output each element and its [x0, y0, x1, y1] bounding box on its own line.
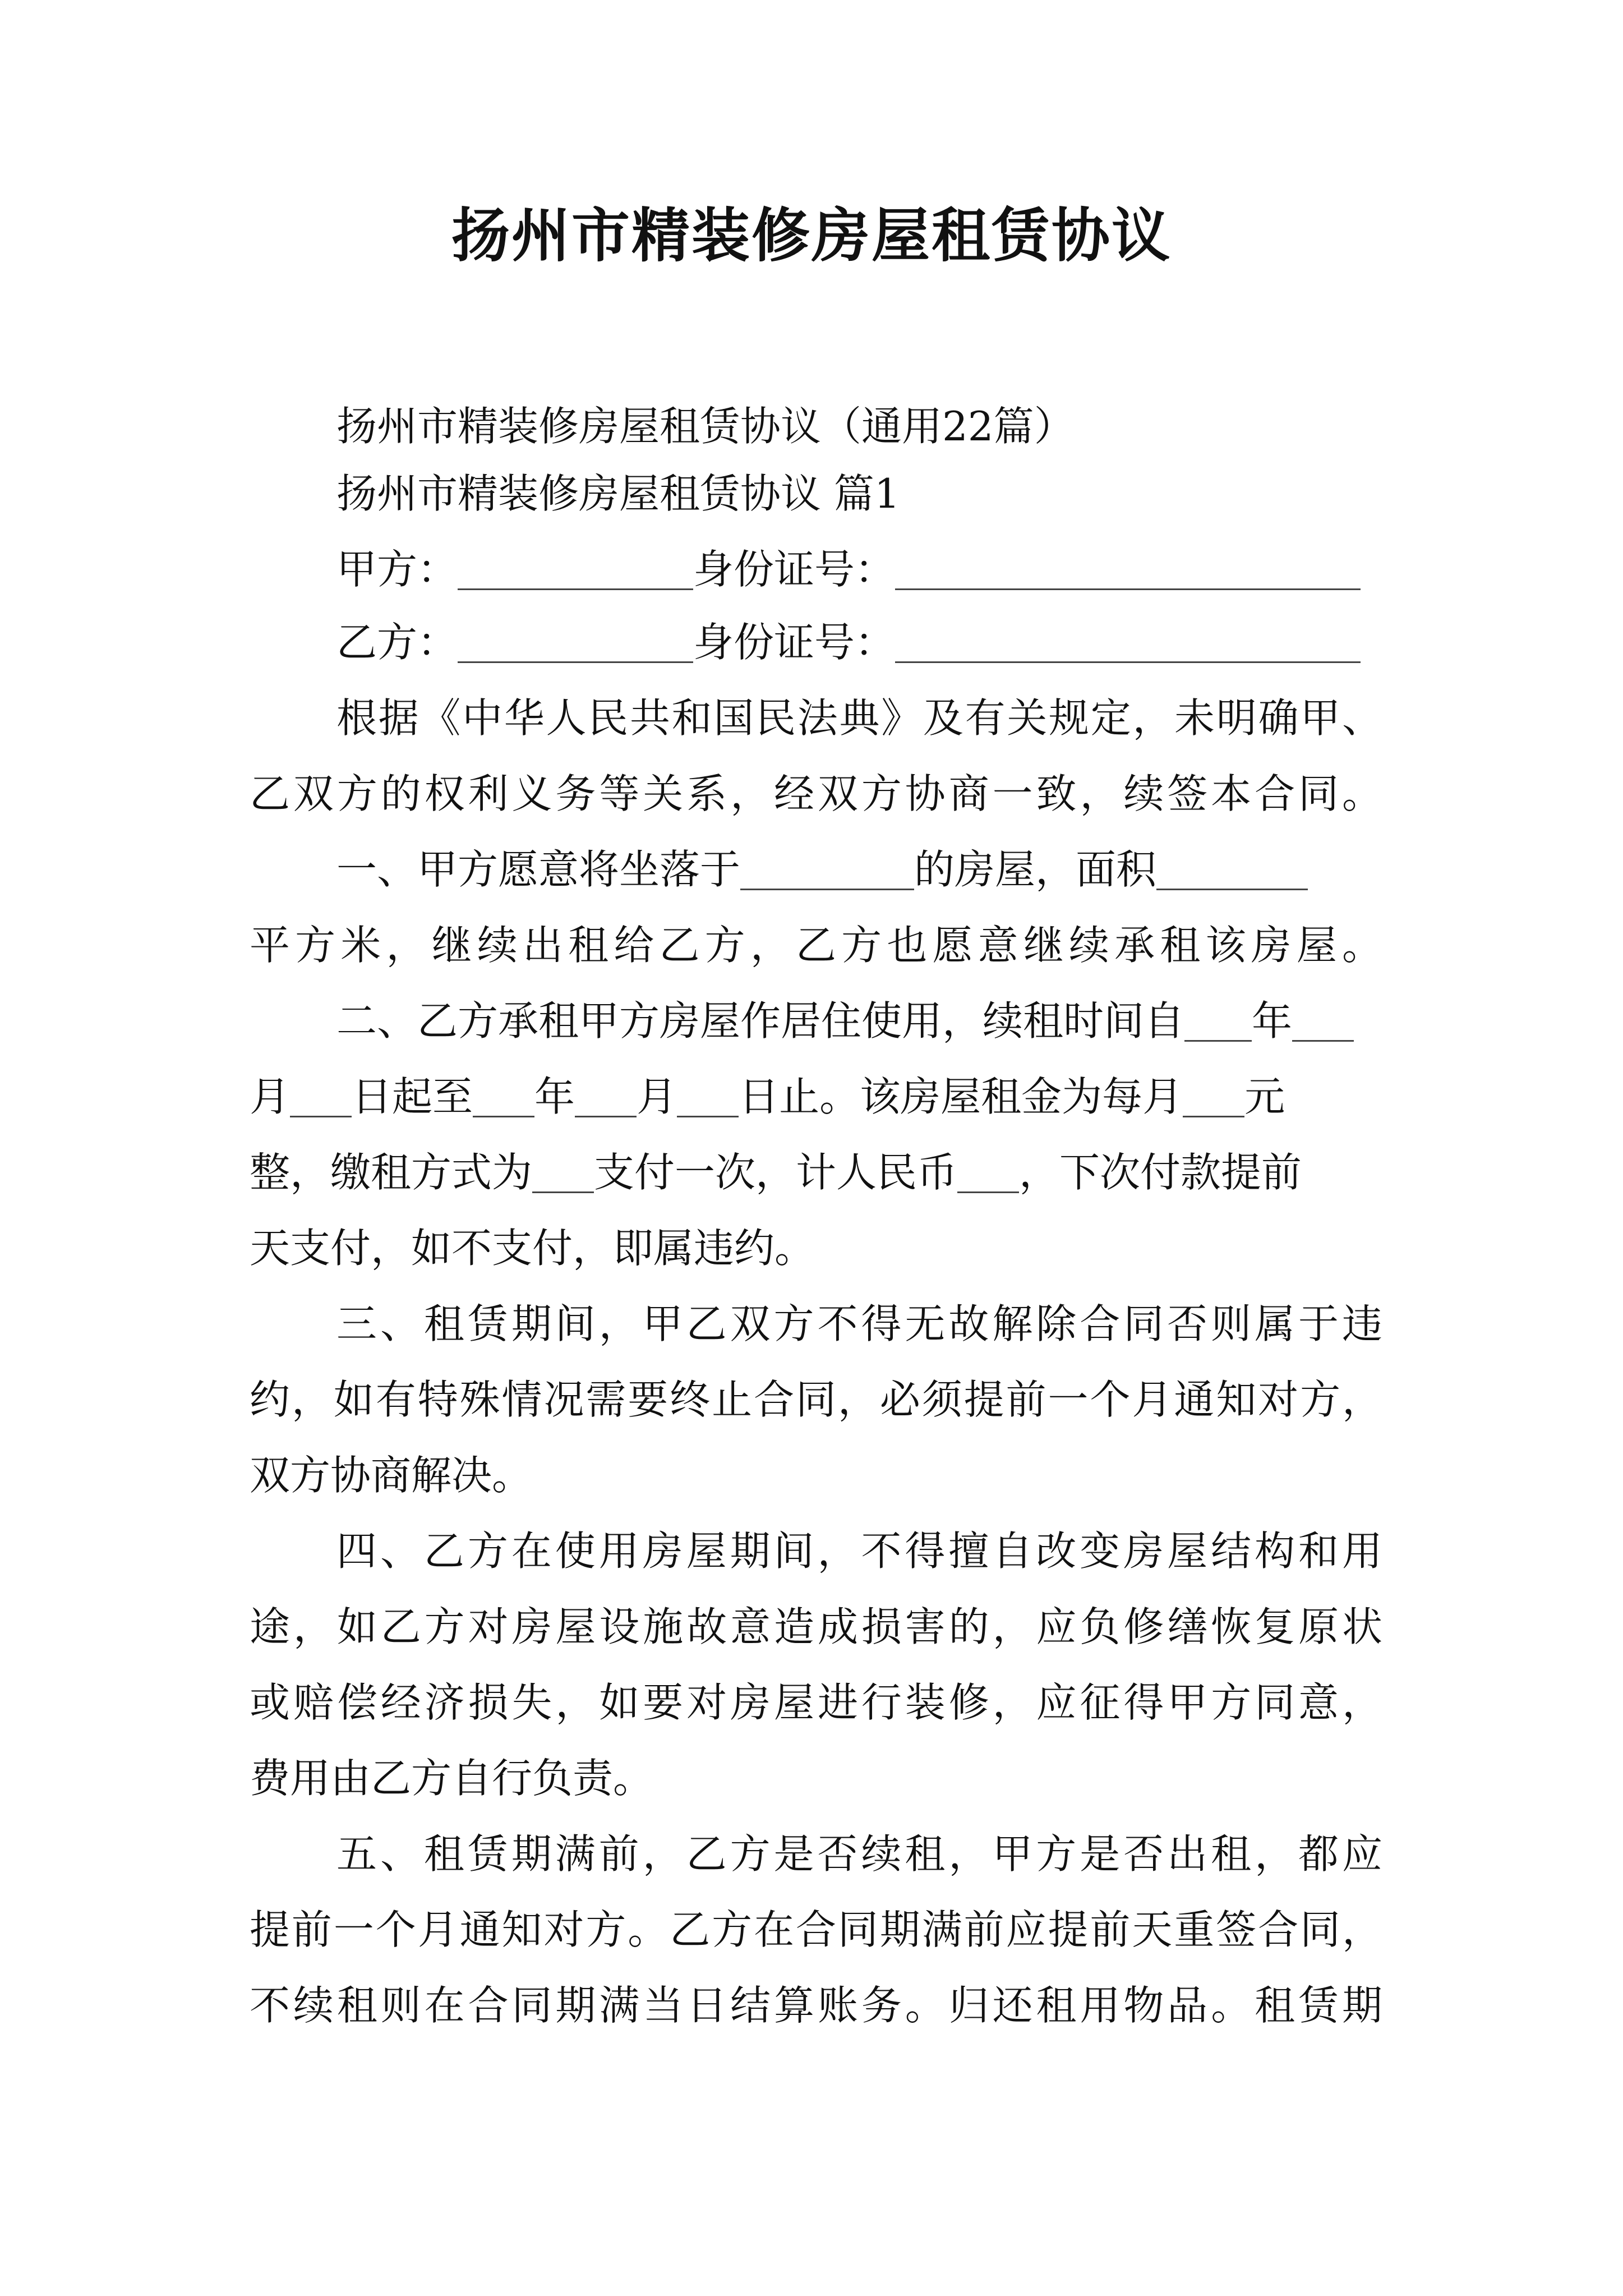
text-segment: ，下次付款提前 [1019, 1149, 1302, 1196]
clause-2-line [250, 1133, 1382, 1212]
text-segment: 年 [1252, 997, 1293, 1045]
paragraph-line: 四、乙方在使用房屋期间，不得擅自改变房屋结构和用 [336, 1527, 1382, 1575]
party-a-id-label: 身份证号： [693, 546, 896, 593]
text-segment: 整，缴租方式为 [250, 1149, 533, 1196]
text-segment: 日止。该房屋租金为每月 [739, 1073, 1183, 1120]
party-a-label: 甲方： [336, 546, 458, 593]
section-heading: 扬州市精装修房屋租赁协议 篇1 [336, 470, 900, 517]
text-segment: 一、甲方愿意将坐落于 [336, 846, 741, 893]
payment-period-blank [532, 1147, 594, 1193]
paragraph-line: 乙双方的权利义务等关系，经双方协商一致，续签本合同。 [250, 770, 1382, 817]
party-a-name-blank [458, 544, 693, 590]
paragraph-line: 根据《中华人民共和国民法典》及有关规定，未明确甲、 [336, 694, 1382, 742]
text-segment: 年 [534, 1073, 575, 1120]
paragraph-line: 途，如乙方对房屋设施故意造成损害的，应负修缮恢复原状 [250, 1603, 1382, 1650]
area-blank [1156, 844, 1308, 890]
end-month-blank [575, 1071, 637, 1117]
monthly-rent-blank [1183, 1071, 1244, 1117]
text-segment: 元 [1244, 1073, 1285, 1120]
text-segment: 二、乙方承租甲方房屋作居住使用，续租时间自 [336, 997, 1185, 1045]
paragraph-line: 不续租则在合同期满当日结算账务。归还租用物品。租赁期 [250, 1982, 1382, 2029]
party-b-label: 乙方： [336, 619, 458, 666]
paragraph-line: 或赔偿经济损失，如要对房屋进行装修，应征得甲方同意， [250, 1679, 1382, 1726]
end-year-blank [473, 1071, 534, 1117]
text-segment: 支付一次，计人民币 [594, 1149, 958, 1196]
paragraph-line: 三、租赁期间，甲乙双方不得无故解除合同否则属于违 [336, 1300, 1382, 1347]
document-subtitle: 扬州市精装修房屋租赁协议（通用22篇） [336, 403, 1075, 450]
document-title: 扬州市精装修房屋租赁协议 [451, 201, 1172, 270]
party-a-id-blank [895, 544, 1361, 590]
paragraph-line: 约，如有特殊情况需要终止合同，必须提前一个月通知对方， [250, 1376, 1382, 1423]
paragraph-line: 双方协商解决。 [250, 1452, 533, 1499]
paragraph-line: 提前一个月通知对方。乙方在合同期满前应提前天重签合同， [250, 1906, 1382, 1953]
payment-amount-blank [957, 1147, 1019, 1193]
end-day-blank [677, 1071, 739, 1117]
paragraph-line: 费用由乙方自行负责。 [250, 1755, 654, 1802]
start-day-blank [290, 1071, 352, 1117]
party-b-id-label: 身份证号： [693, 619, 896, 666]
text-segment: 的房屋，面积 [914, 846, 1157, 893]
start-month-blank [1292, 995, 1354, 1042]
party-b-id-blank [895, 616, 1361, 663]
clause-1-line [336, 830, 1382, 909]
address-blank [740, 844, 914, 890]
text-segment: 月 [637, 1073, 677, 1120]
text-segment: 日起至 [352, 1073, 473, 1120]
clause-2-line [336, 982, 1382, 1060]
clause-2-line [250, 1057, 1382, 1136]
paragraph-line: 平方米，继续出租给乙方，乙方也愿意继续承租该房屋。 [250, 922, 1382, 969]
start-year-blank [1184, 995, 1252, 1042]
paragraph-line: 天支付，如不支付，即属违约。 [250, 1225, 815, 1272]
party-b-name-blank [458, 616, 693, 663]
party-b-line [336, 603, 1382, 682]
paragraph-line: 五、租赁期满前，乙方是否续租，甲方是否出租，都应 [336, 1830, 1382, 1878]
text-segment: 月 [250, 1073, 291, 1120]
party-a-line [336, 530, 1382, 609]
